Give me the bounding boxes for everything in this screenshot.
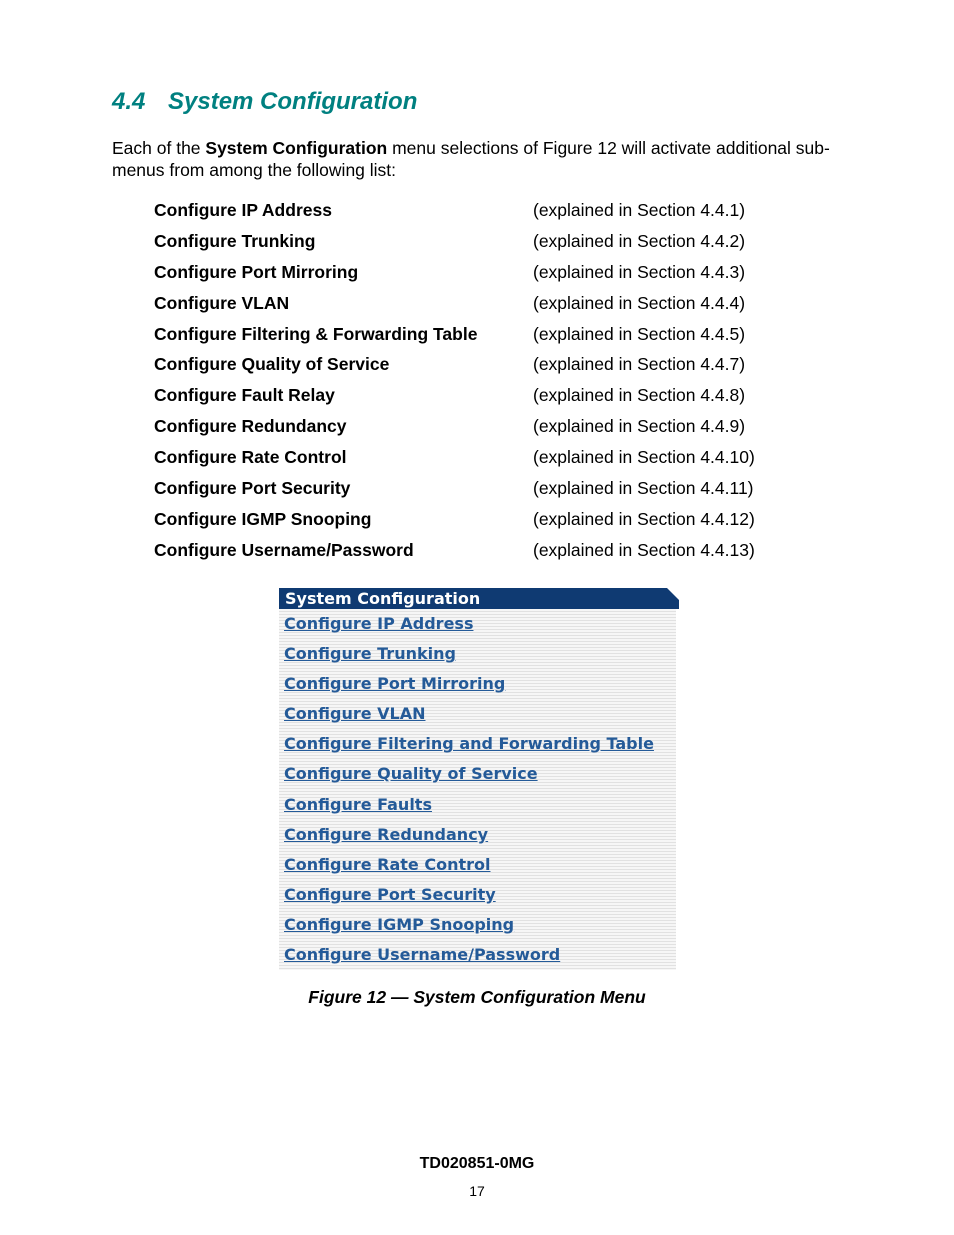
submenu-name: Configure Filtering & Forwarding Table (154, 323, 478, 344)
document-id: TD020851-0MG (419, 1155, 535, 1172)
section-heading (112, 88, 417, 116)
submenu-row (154, 413, 834, 444)
submenu-name: Configure Redundancy (154, 416, 347, 437)
submenu-name: Configure Port Mirroring (154, 261, 359, 282)
submenu-reference: (explained in Section 4.4.13) (533, 539, 755, 560)
submenu-reference: (explained in Section 4.4.2) (533, 230, 746, 251)
submenu-row (154, 228, 834, 259)
submenu-reference: (explained in Section 4.4.5) (533, 323, 746, 344)
submenu-reference: (explained in Section 4.4.11) (533, 478, 754, 499)
menu-header (279, 588, 679, 609)
menu-link-trunking[interactable]: Configure Trunking (284, 644, 456, 664)
header-corner-notch (667, 588, 679, 600)
submenu-reference: (explained in Section 4.4.4) (533, 292, 746, 313)
submenu-reference: (explained in Section 4.4.1) (533, 200, 746, 220)
menu-link-redundancy[interactable]: Configure Redundancy (284, 824, 489, 844)
submenu-list (154, 197, 834, 568)
submenu-name: Configure VLAN (154, 292, 290, 313)
menu-body (279, 609, 676, 970)
submenu-reference: (explained in Section 4.4.10) (533, 447, 755, 468)
submenu-row (154, 321, 834, 352)
menu-link-port-security[interactable]: Configure Port Security (284, 884, 496, 904)
section-number: 4.4 (112, 88, 146, 115)
page-number: 17 (469, 1183, 485, 1199)
submenu-reference: (explained in Section 4.4.9) (533, 416, 746, 437)
intro-text-after: menu selections of Figure 12 will activate additional sub-menus from among the following list: (112, 138, 830, 180)
submenu-row (154, 537, 834, 568)
submenu-row (154, 197, 834, 228)
submenu-row (154, 475, 834, 506)
submenu-name: Configure Rate Control (154, 447, 347, 468)
menu-link-ip-address[interactable]: Configure IP Address (284, 614, 474, 633)
submenu-row (154, 290, 834, 321)
menu-header-title: System Configuration (285, 589, 481, 608)
submenu-name: Configure Username/Password (154, 539, 414, 560)
menu-link-igmp-snooping[interactable]: Configure IGMP Snooping (284, 914, 515, 934)
submenu-row (154, 382, 834, 413)
submenu-name: Configure Port Security (154, 478, 351, 499)
intro-paragraph (112, 137, 872, 181)
menu-link-faults[interactable]: Configure Faults (284, 794, 432, 814)
submenu-name: Configure IGMP Snooping (154, 508, 372, 529)
submenu-name: Configure Trunking (154, 230, 316, 251)
submenu-reference: (explained in Section 4.4.3) (533, 261, 746, 282)
submenu-row (154, 259, 834, 290)
submenu-row (154, 444, 834, 475)
submenu-reference: (explained in Section 4.4.12) (533, 508, 755, 529)
submenu-name: Configure Fault Relay (154, 385, 335, 406)
menu-link-port-mirroring[interactable]: Configure Port Mirroring (284, 674, 506, 694)
menu-link-username-password[interactable]: Configure Username/Password (284, 945, 561, 965)
system-configuration-menu (279, 588, 679, 970)
section-title: System Configuration (168, 88, 418, 115)
menu-link-rate-control[interactable]: Configure Rate Control (284, 854, 491, 874)
submenu-reference: (explained in Section 4.4.8) (533, 385, 746, 406)
menu-link-vlan[interactable]: Configure VLAN (284, 704, 426, 724)
intro-text-bold: System Configuration (205, 138, 388, 158)
submenu-name: Configure Quality of Service (154, 354, 390, 375)
submenu-reference: (explained in Section 4.4.7) (533, 354, 746, 375)
menu-link-filtering-forwarding[interactable]: Configure Filtering and Forwarding Table (284, 734, 654, 754)
intro-text-before: Each of the (112, 138, 206, 158)
submenu-name: Configure IP Address (154, 200, 332, 220)
figure-caption: Figure 12 — System Configuration Menu (308, 987, 646, 1007)
submenu-row (154, 506, 834, 537)
menu-link-quality-of-service[interactable]: Configure Quality of Service (284, 764, 538, 784)
submenu-row (154, 351, 834, 382)
